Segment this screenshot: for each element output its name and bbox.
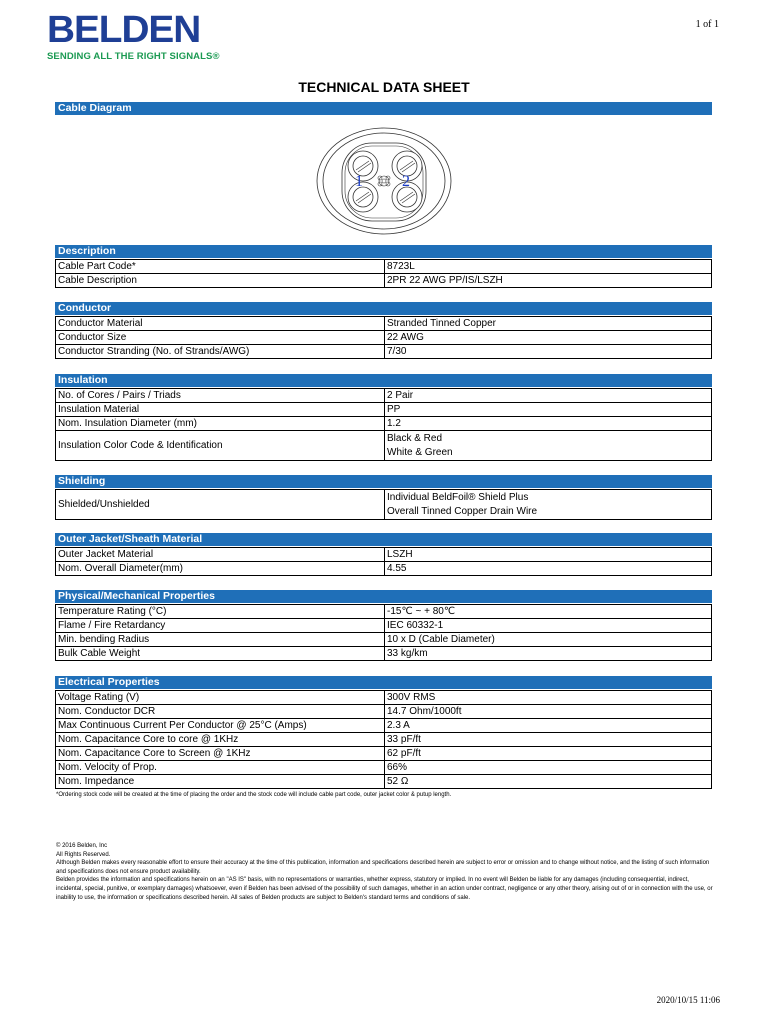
row-value: LSZH: [385, 548, 712, 562]
row-label: Bulk Cable Weight: [56, 647, 385, 661]
row-label: Min. bending Radius: [56, 633, 385, 647]
row-label: Max Continuous Current Per Conductor @ 25°C (Amps): [56, 719, 385, 733]
page-title: TECHNICAL DATA SHEET: [298, 79, 470, 95]
row-label: Nom. Capacitance Core to core @ 1KHz: [56, 733, 385, 747]
rights-line: All Rights Reserved.: [56, 851, 111, 858]
table-row: [56, 747, 712, 761]
section-header-electrical: Electrical Properties: [55, 676, 712, 689]
row-label: Nom. Insulation Diameter (mm): [56, 417, 385, 431]
table-row: [56, 775, 712, 789]
belden-logo: [47, 9, 220, 62]
row-label: Insulation Material: [56, 403, 385, 417]
row-value: -15℃ ~ + 80℃: [385, 605, 712, 619]
row-value: 4.55: [385, 562, 712, 576]
section-header-description: Description: [55, 245, 712, 258]
cable-cross-section-diagram: [314, 125, 454, 242]
row-label: Temperature Rating (°C): [56, 605, 385, 619]
row-value: Stranded Tinned Copper: [385, 317, 712, 331]
table-row: [56, 260, 712, 274]
pair-label-1: 1: [355, 173, 363, 190]
table-row: [56, 691, 712, 705]
table-row: [56, 417, 712, 431]
table-row: [56, 431, 712, 461]
row-value: 300V RMS: [385, 691, 712, 705]
row-label: Voltage Rating (V): [56, 691, 385, 705]
row-label: Conductor Stranding (No. of Strands/AWG): [56, 345, 385, 359]
row-value: PP: [385, 403, 712, 417]
row-value: 33 pF/ft: [385, 733, 712, 747]
row-value: 2 Pair: [385, 389, 712, 403]
row-label: Nom. Impedance: [56, 775, 385, 789]
row-value-line-1: Black & Red: [387, 432, 443, 444]
row-label: Conductor Material: [56, 317, 385, 331]
row-value: 7/30: [385, 345, 712, 359]
accuracy-disclaimer: Although Belden makes every reasonable effort to ensure their accuracy at the time of this publication, information and specifications described herein are subject to error or omission and to change without notice, and the listing of such information and specifications does not ensure product availability.: [56, 860, 710, 875]
row-label: Flame / Fire Retardancy: [56, 619, 385, 633]
table-row: [56, 490, 712, 520]
row-label: Insulation Color Code & Identification: [56, 431, 385, 461]
row-label: Nom. Conductor DCR: [56, 705, 385, 719]
outer-jacket-table: [55, 547, 712, 576]
section-header-outer-jacket: Outer Jacket/Sheath Material: [55, 533, 712, 546]
row-value: 2PR 22 AWG PP/IS/LSZH: [385, 274, 712, 288]
table-row: [56, 389, 712, 403]
row-value: 2.3 A: [385, 719, 712, 733]
row-value-line-2: Overall Tinned Copper Drain Wire: [387, 505, 538, 517]
insulation-table: [55, 388, 712, 461]
description-table: [55, 259, 712, 288]
row-value-line-2: White & Green: [387, 446, 453, 458]
liability-disclaimer: Belden provides the information and specifications herein on an "AS IS" basis, with no representations or warranties, whether express, statutory or implied. In no event will Belden be liable for any damages (including consequential, indirect, incidental, special, punitive, or exemplary damages) whatsoever, even if Belden has been advised of the possibility of such damages, whether in an action under contract, negligence or any other theory, arising out of or in connection with the use, or inability to use, the information or specifications described herein. All sales of Belden products are subject to Belden's standard terms and conditions of sale.: [56, 877, 713, 901]
table-row: [56, 633, 712, 647]
row-value: 14.7 Ohm/1000ft: [385, 705, 712, 719]
section-header-cable-diagram: Cable Diagram: [55, 102, 712, 115]
row-label: Nom. Velocity of Prop.: [56, 761, 385, 775]
row-label: No. of Cores / Pairs / Triads: [56, 389, 385, 403]
table-row: [56, 331, 712, 345]
row-value: 33 kg/km: [385, 647, 712, 661]
ordering-footnote: *Ordering stock code will be created at the time of placing the order and the stock code will include cable part code, outer jacket color & putup length.: [56, 792, 452, 798]
row-value: [385, 431, 712, 461]
conductor-table: [55, 316, 712, 359]
table-row: [56, 733, 712, 747]
copyright-line: © 2016 Belden, Inc: [56, 843, 108, 849]
legal-disclaimer: [56, 842, 716, 902]
row-value: 8723L: [385, 260, 712, 274]
table-row: [56, 719, 712, 733]
brand-tagline: SENDING ALL THE RIGHT SIGNALS®: [47, 51, 220, 62]
row-label: Nom. Capacitance Core to Screen @ 1KHz: [56, 747, 385, 761]
pair-label-2: 2: [402, 173, 410, 190]
brand-name: BELDEN: [47, 9, 201, 51]
row-value: 52 Ω: [385, 775, 712, 789]
table-row: [56, 619, 712, 633]
section-header-physical: Physical/Mechanical Properties: [55, 590, 712, 603]
section-header-shielding: Shielding: [55, 475, 712, 488]
row-label: Cable Description: [56, 274, 385, 288]
row-label: Nom. Overall Diameter(mm): [56, 562, 385, 576]
row-value: [385, 490, 712, 520]
row-value: IEC 60332-1: [385, 619, 712, 633]
row-label: Conductor Size: [56, 331, 385, 345]
table-row: [56, 274, 712, 288]
row-value: 10 x D (Cable Diameter): [385, 633, 712, 647]
physical-table: [55, 604, 712, 661]
row-value: 22 AWG: [385, 331, 712, 345]
electrical-table: [55, 690, 712, 789]
row-label: Cable Part Code*: [56, 260, 385, 274]
table-row: [56, 317, 712, 331]
table-row: [56, 761, 712, 775]
row-label: Outer Jacket Material: [56, 548, 385, 562]
section-header-conductor: Conductor: [55, 302, 712, 315]
table-row: [56, 647, 712, 661]
row-value: 62 pF/ft: [385, 747, 712, 761]
table-row: [56, 403, 712, 417]
table-row: [56, 562, 712, 576]
section-header-insulation: Insulation: [55, 374, 712, 387]
table-row: [56, 548, 712, 562]
table-row: [56, 705, 712, 719]
row-value: 66%: [385, 761, 712, 775]
row-value-line-1: Individual BeldFoil® Shield Plus: [387, 491, 529, 503]
page-number: 1 of 1: [695, 19, 719, 30]
print-timestamp: 2020/10/15 11:06: [656, 995, 720, 1005]
table-row: [56, 605, 712, 619]
table-row: [56, 345, 712, 359]
row-label: Shielded/Unshielded: [56, 490, 385, 520]
shielding-table: [55, 489, 712, 520]
row-value: 1.2: [385, 417, 712, 431]
